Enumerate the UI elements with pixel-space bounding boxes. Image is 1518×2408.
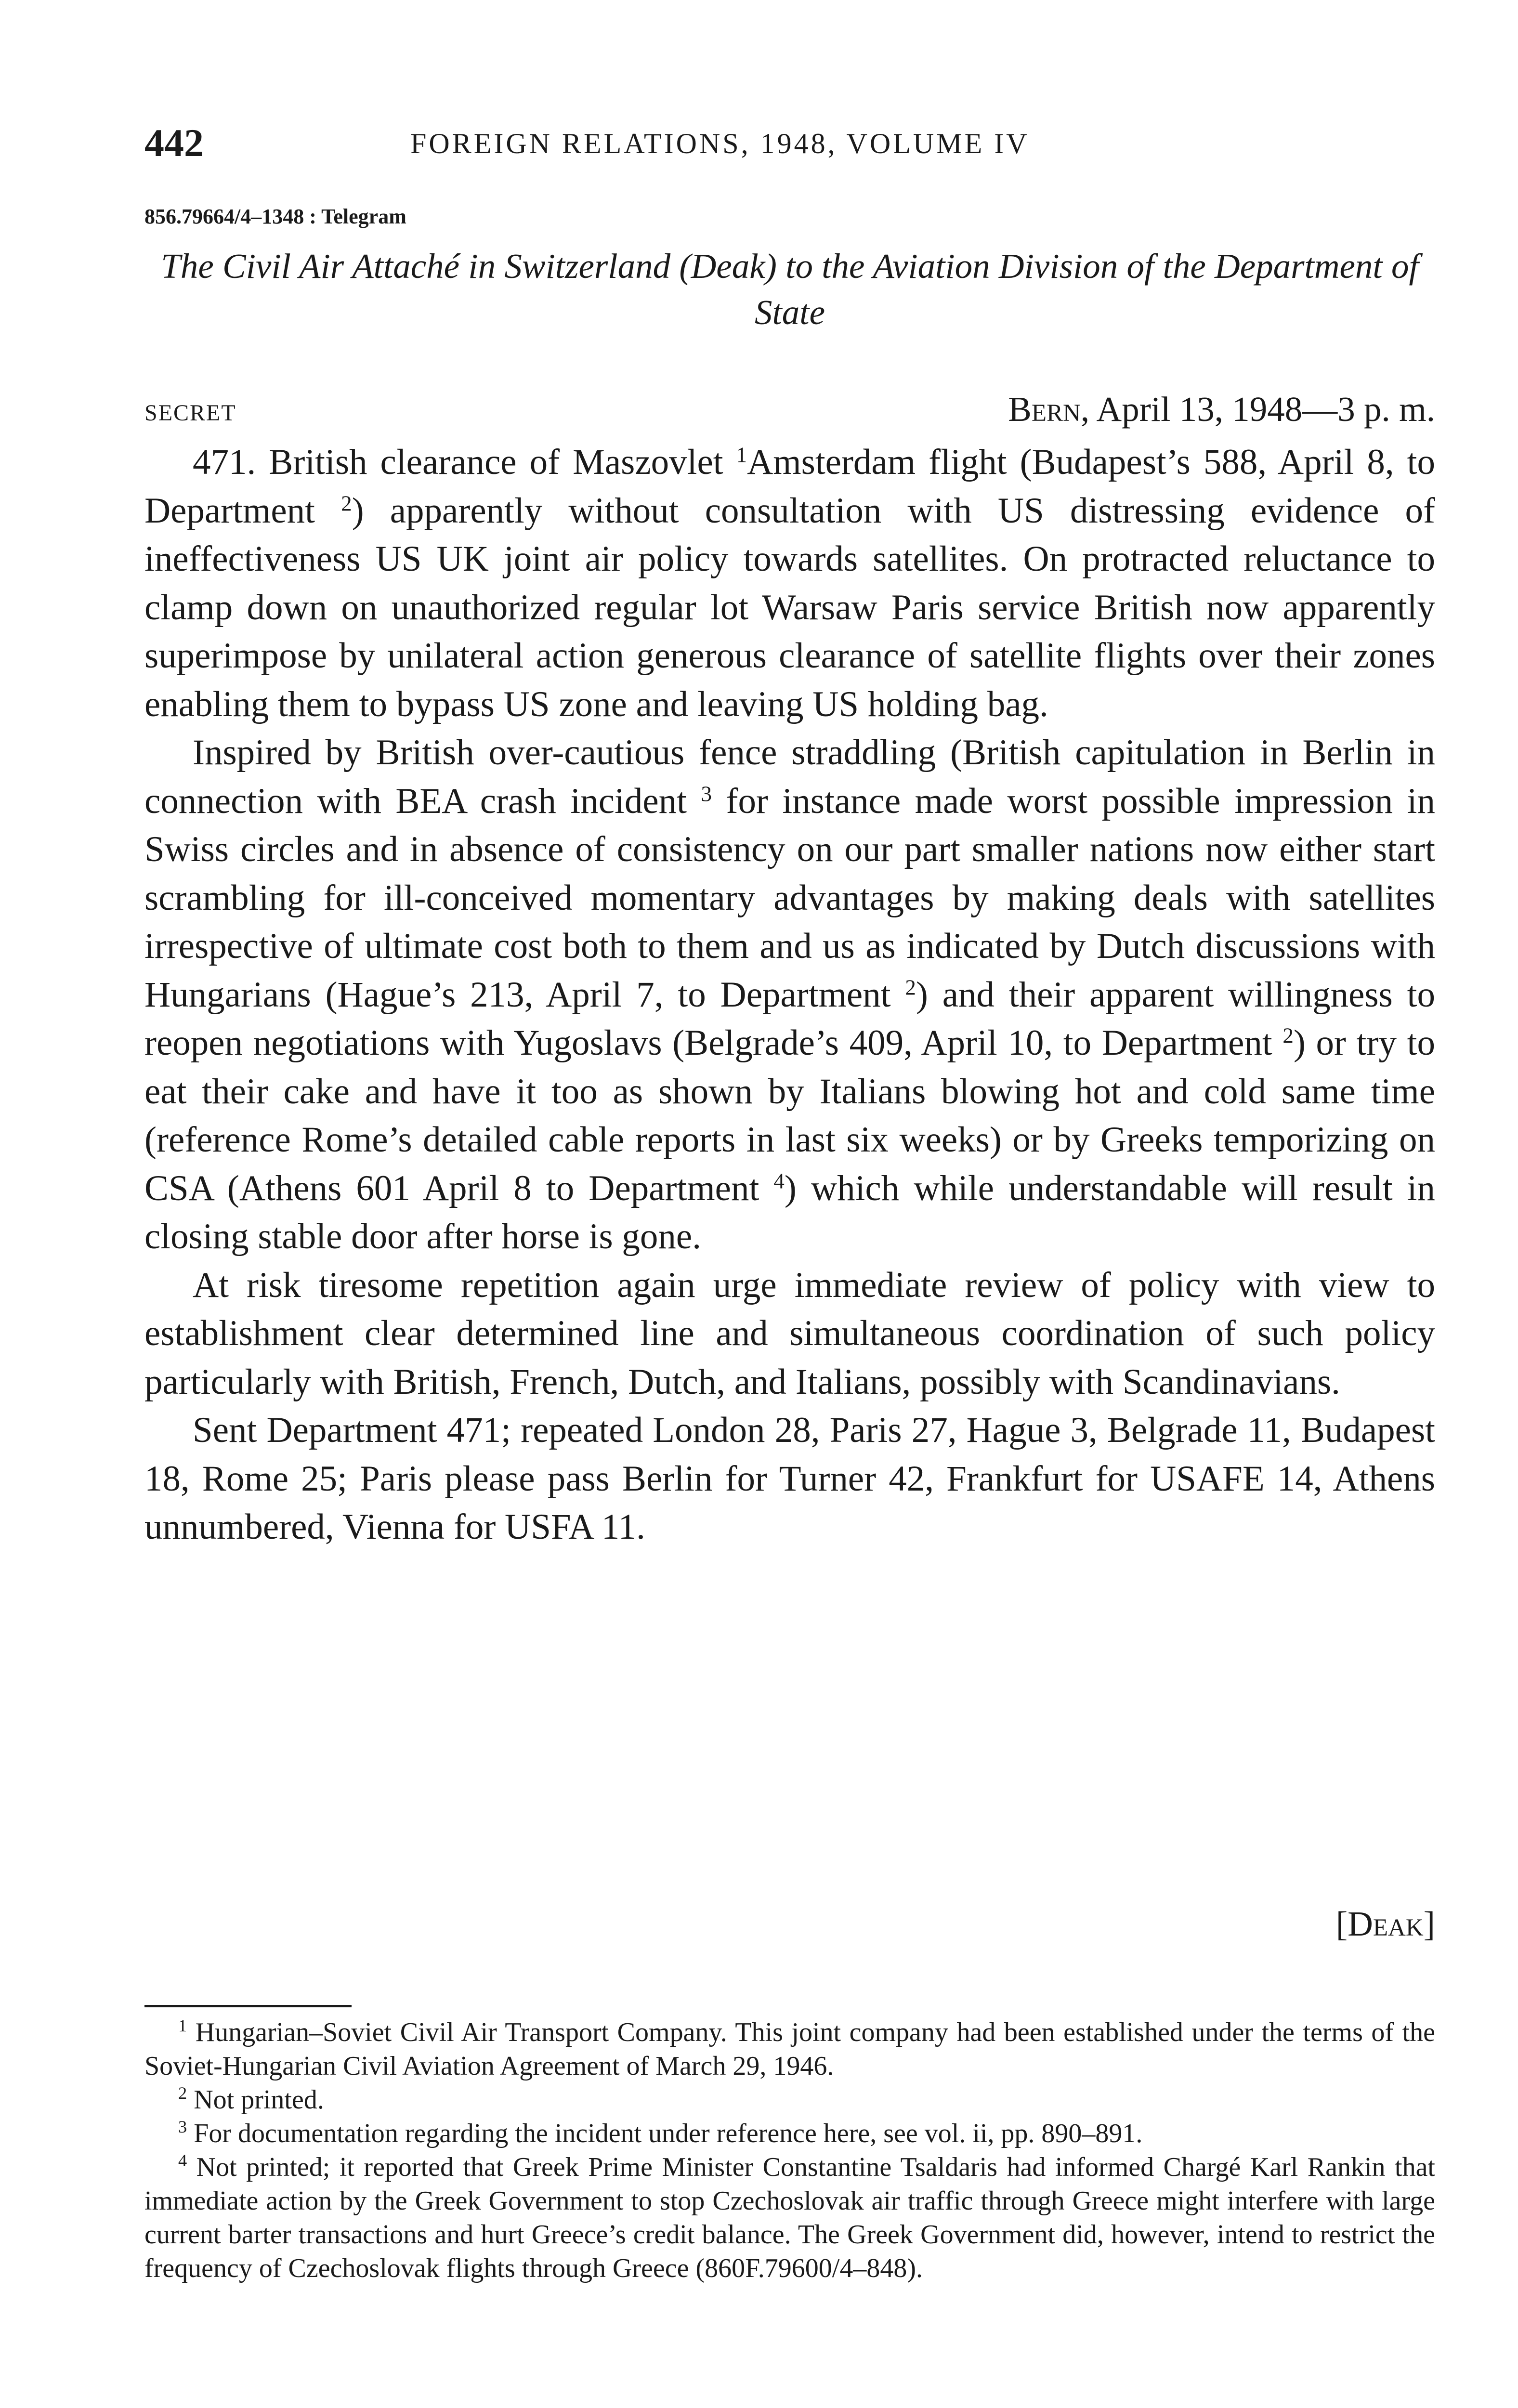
footnote-2 [144,2083,1435,2117]
footnotes [144,2015,1435,2285]
footnote-ref: 2 [341,491,352,515]
footnote-mark: 2 [178,2083,187,2103]
footnote-ref: 1 [736,443,747,467]
dateline [144,385,1435,433]
volume-title: FOREIGN RELATIONS, 1948, VOLUME IV [410,128,1030,159]
paragraph-3: At risk tiresome repetition again urge immediate review of policy with view to establishment clear determined line and simultaneous coordination of such policy particularly with British, French, Dutch, and Italians, possibly with Scandinavians. [144,1265,1435,1402]
footnote-mark: 3 [178,2117,187,2136]
paragraph-1 [144,438,1435,729]
classification-label: SECRET [144,400,236,426]
footnote-ref: 2 [905,975,916,999]
place-name: Bern [1008,390,1081,429]
document-heading: The Civil Air Attaché in Switzerland (Deak) to the Aviation Division of the Department of State [161,247,1419,332]
footnote-text: Hungarian–Soviet Civil Air Transport Company. This joint company had been established under the terms of the Soviet-Hungarian Civil Aviation Agreement of March 29, 1946. [144,2017,1435,2081]
paragraph-2-part-1: Inspired by British over-cautious fence straddling (British capitulation in Berlin in connection with BEA crash incident [144,733,1435,821]
footnote-3 [144,2117,1435,2150]
paragraph-2-part-4: ) or try to eat their cake and have it too as shown by Italians blowing hot and cold same time (reference Rome’s detailed cable reports in last six weeks) or by Greeks temporizing on CSA (Athens 601 April 8 to Department [144,1023,1435,1208]
footnote-mark: 1 [178,2015,187,2035]
place-date [1008,385,1435,433]
footnote-4 [144,2150,1435,2285]
footnote-divider [144,2005,352,2007]
footnote-text: Not printed; it reported that Greek Prime Minister Constantine Tsaldaris had informed Chargé Karl Rankin that immediate action by the Greek Government to stop Czechoslovak air traffic through Greece might interfere with large current barter transactions and hurt Greece’s credit balance. The Greek Government did, however, intend to restrict the frequency of Czechoslovak flights through Greece (860F.79600/4–848). [144,2152,1435,2283]
paragraph-2-part-2: for instance made worst possible impression in Swiss circles and in absence of consistency on our part smaller nations now either start scrambling for ill-conceived momentary advantages by making deals with satellites irrespective of ultimate cost both to them and us as indicated by Dutch discussions with Hungarians (Hague’s 213, April 7, to Department [144,781,1435,1015]
document-reference: 856.79664/4–1348 : Telegram [144,205,406,228]
paragraph-2-part-5: ) which while understandable will result in closing stable door after horse is gone. [144,1168,1435,1256]
date-time: , April 13, 1948—3 p. m. [1080,390,1435,429]
footnote-ref: 2 [1282,1023,1294,1048]
paragraph-2-part-3: ) and their apparent willingness to reopen negotiations with Yugoslavs (Belgrade’s 409, April 10, to Department [144,974,1435,1063]
footnote-1 [144,2015,1435,2083]
footnote-mark: 4 [178,2150,187,2170]
footnote-ref: 4 [773,1168,785,1193]
paragraph-1-part-2: Amsterdam flight (Budapest’s 588, April 8, to Department [144,442,1435,531]
page-number: 442 [144,121,204,165]
paragraph-2 [144,729,1435,1261]
footnote-text: For documentation regarding the incident under reference here, see vol. ii, pp. 890–891. [187,2119,1143,2148]
telegram-body [144,438,1435,1552]
paragraph-4: Sent Department 471; repeated London 28, Paris 27, Hague 3, Belgrade 11, Budapest 18, Rome 25; Paris please pass Berlin for Turner 42, Frankfurt for USAFE 14, Athens unnumbered, Vienna for USFA 11. [144,1410,1435,1547]
paragraph-1-part-1: 471. British clearance of Maszovlet [193,442,736,482]
running-head [144,121,1435,165]
footnote-text: Not printed. [187,2085,324,2115]
paragraph-1-part-3: ) apparently without consultation with US distressing evidence of ineffectiveness US UK joint air policy towards satellites. On protracted reluctance to clamp down on unauthorized regular lot Warsaw Paris service British now apparently superimpose by unilateral action generous clearance of satellite flights over their zones enabling them to bypass US zone and leaving US holding bag. [144,490,1435,724]
footnote-ref: 3 [701,781,712,806]
signature: [Deak] [1335,1904,1435,1943]
